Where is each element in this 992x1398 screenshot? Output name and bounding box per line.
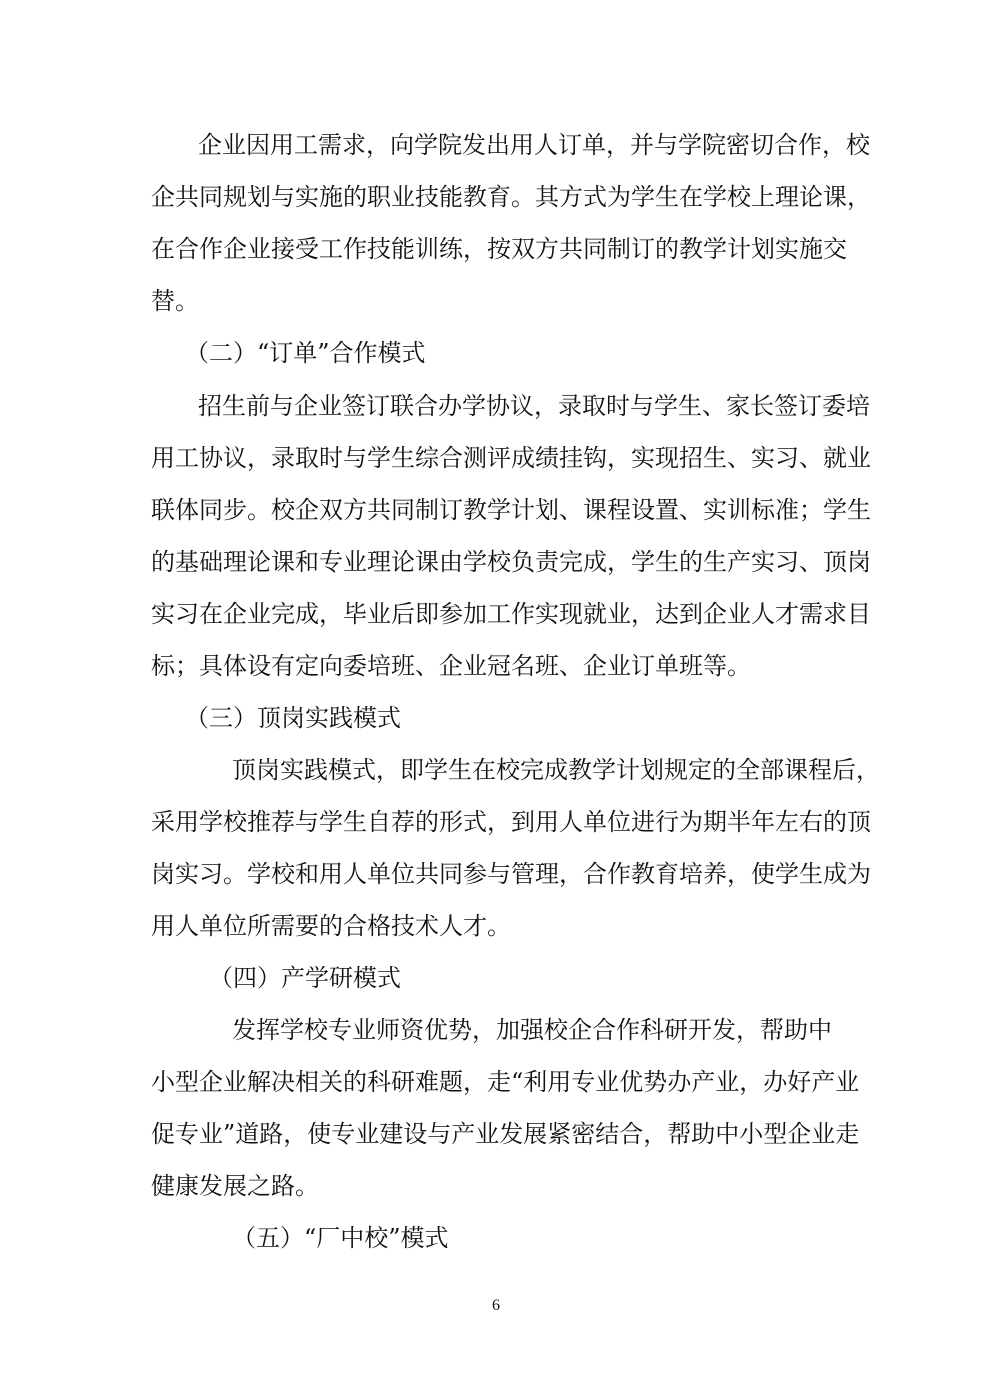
paragraph-2-line-6: 标；具体设有定向委培班、企业冠名班、企业订单班等。 (151, 652, 751, 680)
section-heading-5: （五）“厂中校”模式 (232, 1224, 449, 1252)
section-heading-4: （四）产学研模式 (209, 964, 401, 992)
section-heading-3: （三）顶岗实践模式 (185, 704, 401, 732)
paragraph-4-line-4: 健康发展之路。 (151, 1172, 319, 1200)
paragraph-1-line-4: 替。 (151, 287, 199, 315)
paragraph-1-line-1: 企业因用工需求，向学院发出用人订单，并与学院密切合作，校 (198, 131, 870, 159)
paragraph-3-line-1: 顶岗实践模式，即学生在校完成教学计划规定的全部课程后， (232, 756, 880, 784)
page-number: 6 (492, 1297, 500, 1314)
paragraph-3-line-4: 用人单位所需要的合格技术人才。 (151, 912, 511, 940)
paragraph-3-line-2: 采用学校推荐与学生自荐的形式，到用人单位进行为期半年左右的顶 (151, 808, 871, 836)
section-heading-2: （二）“订单”合作模式 (185, 339, 426, 367)
paragraph-3-line-3: 岗实习。学校和用人单位共同参与管理，合作教育培养，使学生成为 (151, 860, 871, 888)
paragraph-1-line-3: 在合作企业接受工作技能训练，按双方共同制订的教学计划实施交 (151, 235, 847, 263)
paragraph-1-line-2: 企共同规划与实施的职业技能教育。其方式为学生在学校上理论课， (151, 183, 871, 211)
paragraph-2-line-5: 实习在企业完成，毕业后即参加工作实现就业，达到企业人才需求目 (151, 600, 871, 628)
paragraph-2-line-1: 招生前与企业签订联合办学协议，录取时与学生、家长签订委培 (198, 392, 870, 420)
paragraph-4-line-1: 发挥学校专业师资优势，加强校企合作科研开发，帮助中 (232, 1016, 832, 1044)
paragraph-2-line-2: 用工协议，录取时与学生综合测评成绩挂钩，实现招生、实习、就业 (151, 444, 871, 472)
paragraph-2-line-4: 的基础理论课和专业理论课由学校负责完成，学生的生产实习、顶岗 (151, 548, 871, 576)
paragraph-4-line-3: 促专业”道路，使专业建设与产业发展紧密结合，帮助中小型企业走 (151, 1120, 860, 1148)
paragraph-2-line-3: 联体同步。校企双方共同制订教学计划、课程设置、实训标准；学生 (151, 496, 871, 524)
paragraph-4-line-2: 小型企业解决相关的科研难题，走“利用专业优势办产业，办好产业 (151, 1068, 860, 1096)
